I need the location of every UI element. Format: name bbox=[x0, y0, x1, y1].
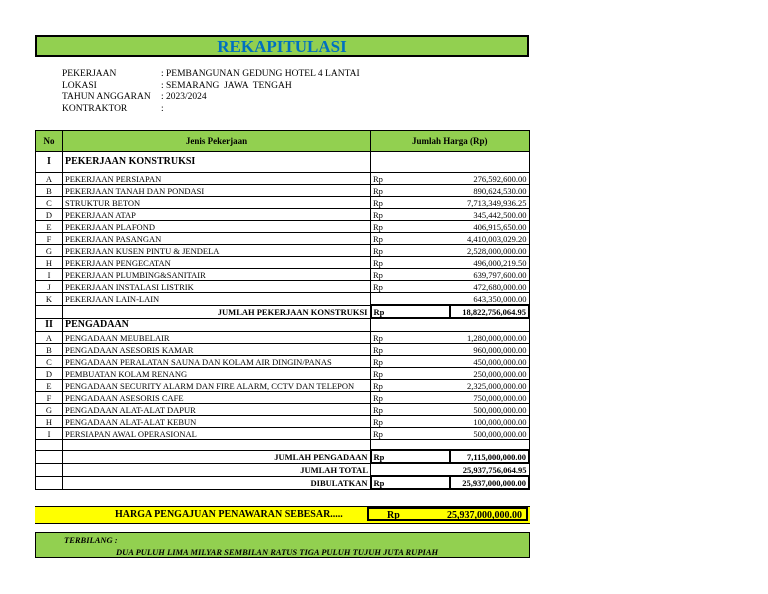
item-value: 639,797,600.00 bbox=[450, 269, 529, 281]
table-row bbox=[36, 416, 530, 428]
item-name: PENGADAAN PERALATAN SAUNA DAN KOLAM AIR DINGIN/PANAS bbox=[63, 356, 371, 368]
item-name: PEKERJAAN TANAH DAN PONDASI bbox=[63, 185, 371, 197]
item-no: A bbox=[36, 332, 63, 344]
table-row bbox=[36, 356, 530, 368]
table-row bbox=[36, 428, 530, 440]
offer-label: HARGA PENGAJUAN PENAWARAN SEBESAR..... bbox=[115, 509, 343, 520]
table-row bbox=[36, 257, 530, 269]
item-currency: Rp bbox=[371, 392, 450, 404]
table-row bbox=[36, 185, 530, 197]
item-value: 472,680,000.00 bbox=[450, 281, 529, 293]
item-name: PENGADAAN ASESORIS KAMAR bbox=[63, 344, 371, 356]
recap-table bbox=[35, 130, 530, 490]
sum-currency: Rp bbox=[371, 476, 450, 489]
blank-cell bbox=[371, 318, 450, 332]
sum-value: 25,937,000,000.00 bbox=[450, 476, 529, 489]
item-value: 406,915,650.00 bbox=[450, 221, 529, 233]
item-value: 100,000,000.00 bbox=[450, 416, 529, 428]
item-name: PENGADAAN SECURITY ALARM DAN FIRE ALARM, CCTV DAN TELEPON bbox=[63, 380, 371, 392]
table-row bbox=[36, 404, 530, 416]
item-no: F bbox=[36, 233, 63, 245]
document-title: REKAPITULASI bbox=[35, 35, 529, 57]
item-currency: Rp bbox=[371, 368, 450, 380]
blank-cell bbox=[450, 440, 529, 451]
table-row bbox=[36, 392, 530, 404]
table-row bbox=[36, 332, 530, 344]
item-value: 250,000,000.00 bbox=[450, 368, 529, 380]
item-name: PEKERJAAN PLUMBING&SANITAIR bbox=[63, 269, 371, 281]
item-value: 2,325,000,000.00 bbox=[450, 380, 529, 392]
table-row bbox=[36, 233, 530, 245]
table-row bbox=[36, 221, 530, 233]
item-value: 500,000,000.00 bbox=[450, 404, 529, 416]
item-name: PEKERJAAN PERSIAPAN bbox=[63, 173, 371, 185]
item-no: C bbox=[36, 197, 63, 209]
item-name: PEKERJAAN PENGECATAN bbox=[63, 257, 371, 269]
item-currency: Rp bbox=[371, 404, 450, 416]
table-body bbox=[36, 152, 530, 490]
blank-cell bbox=[36, 440, 63, 451]
sum-label: JUMLAH PENGADAAN bbox=[63, 450, 371, 463]
item-currency: Rp bbox=[371, 281, 450, 293]
section-title: PEKERJAAN KONSTRUKSI bbox=[63, 152, 371, 173]
sum-label: JUMLAH TOTAL bbox=[63, 463, 371, 476]
item-value: 276,592,600.00 bbox=[450, 173, 529, 185]
item-no: C bbox=[36, 356, 63, 368]
item-currency: Rp bbox=[371, 221, 450, 233]
item-value: 890,624,530.00 bbox=[450, 185, 529, 197]
item-name: PENGADAAN ASESORIS CAFE bbox=[63, 392, 371, 404]
info-key: TAHUN ANGGARAN bbox=[62, 92, 151, 102]
item-no: E bbox=[36, 221, 63, 233]
item-currency: Rp bbox=[371, 269, 450, 281]
sum-label: DIBULATKAN bbox=[63, 476, 371, 489]
item-currency: Rp bbox=[371, 185, 450, 197]
table-row bbox=[36, 281, 530, 293]
item-currency bbox=[371, 293, 450, 306]
item-currency: Rp bbox=[371, 173, 450, 185]
subtotal-row-konstruksi bbox=[36, 305, 530, 318]
table-row bbox=[36, 293, 530, 306]
blank-row bbox=[36, 440, 530, 451]
item-no: G bbox=[36, 245, 63, 257]
item-no: J bbox=[36, 281, 63, 293]
blank-cell bbox=[450, 318, 529, 332]
item-value: 750,000,000.00 bbox=[450, 392, 529, 404]
table-row bbox=[36, 380, 530, 392]
info-key: KONTRAKTOR bbox=[62, 103, 128, 114]
item-no: E bbox=[36, 380, 63, 392]
header-no: No bbox=[36, 131, 63, 152]
sum-currency: Rp bbox=[371, 305, 450, 318]
item-name: PEKERJAAN KUSEN PINTU & JENDELA bbox=[63, 245, 371, 257]
item-no: B bbox=[36, 185, 63, 197]
item-name: PEMBUATAN KOLAM RENANG bbox=[63, 368, 371, 380]
section-title: PENGADAAN bbox=[63, 318, 371, 332]
item-no: H bbox=[36, 257, 63, 269]
sum-no bbox=[36, 463, 63, 476]
info-row-pekerjaan bbox=[62, 69, 360, 81]
header-job: Jenis Pekerjaan bbox=[63, 131, 371, 152]
item-currency: Rp bbox=[371, 344, 450, 356]
item-value: 1,280,000,000.00 bbox=[450, 332, 529, 344]
sum-no bbox=[36, 450, 63, 463]
header-price: Jumlah Harga (Rp) bbox=[371, 131, 530, 152]
item-name: STRUKTUR BETON bbox=[63, 197, 371, 209]
item-name: PERSIAPAN AWAL OPERASIONAL bbox=[63, 428, 371, 440]
info-value: : 2023/2024 bbox=[161, 92, 207, 102]
item-currency: Rp bbox=[371, 428, 450, 440]
info-key: PEKERJAAN bbox=[62, 69, 117, 79]
item-currency: Rp bbox=[371, 380, 450, 392]
item-currency: Rp bbox=[371, 245, 450, 257]
item-no: G bbox=[36, 404, 63, 416]
item-currency: Rp bbox=[371, 416, 450, 428]
item-value: 4,410,003,029.20 bbox=[450, 233, 529, 245]
sum-value: 7,115,000,000.00 bbox=[450, 450, 529, 463]
item-value: 345,442,500.00 bbox=[450, 209, 529, 221]
item-value: 450,000,000.00 bbox=[450, 356, 529, 368]
item-currency: Rp bbox=[371, 356, 450, 368]
item-name: PENGADAAN ALAT-ALAT KEBUN bbox=[63, 416, 371, 428]
section-no: I bbox=[36, 152, 63, 173]
item-currency: Rp bbox=[371, 197, 450, 209]
sum-label: JUMLAH PEKERJAAN KONSTRUKSI bbox=[63, 305, 371, 318]
sum-no bbox=[36, 476, 63, 489]
table-row bbox=[36, 245, 530, 257]
item-value: 7,713,349,936.25 bbox=[450, 197, 529, 209]
item-name: PEKERJAAN ATAP bbox=[63, 209, 371, 221]
item-value: 960,000,000.00 bbox=[450, 344, 529, 356]
table-row bbox=[36, 173, 530, 185]
sum-value: 25,937,756,064.95 bbox=[450, 463, 529, 476]
sum-no bbox=[36, 305, 63, 318]
item-currency: Rp bbox=[371, 257, 450, 269]
item-value: 2,528,000,000.00 bbox=[450, 245, 529, 257]
info-value: : PEMBANGUNAN GEDUNG HOTEL 4 LANTAI bbox=[161, 69, 360, 79]
item-currency: Rp bbox=[371, 332, 450, 344]
section-header-konstruksi bbox=[36, 152, 530, 173]
item-no: K bbox=[36, 293, 63, 306]
offer-bar bbox=[35, 506, 530, 524]
grand-total-row bbox=[36, 463, 530, 476]
offer-amount-box bbox=[367, 507, 528, 521]
item-value: 496,000,219.50 bbox=[450, 257, 529, 269]
item-value: 500,000,000.00 bbox=[450, 428, 529, 440]
item-no: I bbox=[36, 428, 63, 440]
item-name: PEKERJAAN INSTALASI LISTRIK bbox=[63, 281, 371, 293]
blank-cell bbox=[63, 440, 371, 451]
terbilang-label: TERBILANG : bbox=[64, 535, 118, 545]
table-row bbox=[36, 344, 530, 356]
item-no: D bbox=[36, 209, 63, 221]
table-row bbox=[36, 368, 530, 380]
terbilang-text: DUA PULUH LIMA MILYAR SEMBILAN RATUS TIGA PULUH TUJUH JUTA RUPIAH bbox=[116, 547, 439, 557]
info-row-tahun-anggaran bbox=[62, 92, 360, 104]
item-no: F bbox=[36, 392, 63, 404]
blank-cell bbox=[371, 440, 450, 451]
sum-currency bbox=[371, 463, 450, 476]
info-key: LOKASI bbox=[62, 80, 97, 91]
item-name: PENGADAAN ALAT-ALAT DAPUR bbox=[63, 404, 371, 416]
table-row bbox=[36, 209, 530, 221]
info-row-kontraktor bbox=[62, 104, 360, 116]
sum-value: 18,822,756,064.95 bbox=[450, 305, 529, 318]
item-currency: Rp bbox=[371, 209, 450, 221]
item-currency: Rp bbox=[371, 233, 450, 245]
item-name: PENGADAAN MEUBELAIR bbox=[63, 332, 371, 344]
section-no: II bbox=[36, 318, 63, 332]
item-no: H bbox=[36, 416, 63, 428]
section-header-pengadaan bbox=[36, 318, 530, 332]
sum-currency: Rp bbox=[371, 450, 450, 463]
table-header-row bbox=[36, 131, 530, 152]
info-value: : SEMARANG JAWA TENGAH bbox=[161, 80, 292, 91]
rounded-total-row bbox=[36, 476, 530, 489]
info-value: : bbox=[161, 103, 164, 114]
info-row-lokasi bbox=[62, 81, 360, 93]
table-row bbox=[36, 269, 530, 281]
item-no: A bbox=[36, 173, 63, 185]
item-value: 643,350,000.00 bbox=[450, 293, 529, 306]
project-info bbox=[62, 69, 360, 115]
item-no: I bbox=[36, 269, 63, 281]
terbilang-box bbox=[35, 532, 530, 558]
subtotal-row-pengadaan bbox=[36, 450, 530, 463]
item-no: B bbox=[36, 344, 63, 356]
table-row bbox=[36, 197, 530, 209]
item-no: D bbox=[36, 368, 63, 380]
item-name: PEKERJAAN PLAFOND bbox=[63, 221, 371, 233]
item-name: PEKERJAAN PASANGAN bbox=[63, 233, 371, 245]
offer-amount: 25,937,000,000.00 bbox=[447, 510, 522, 521]
item-name: PEKERJAAN LAIN-LAIN bbox=[63, 293, 371, 306]
offer-currency: Rp bbox=[387, 510, 400, 521]
